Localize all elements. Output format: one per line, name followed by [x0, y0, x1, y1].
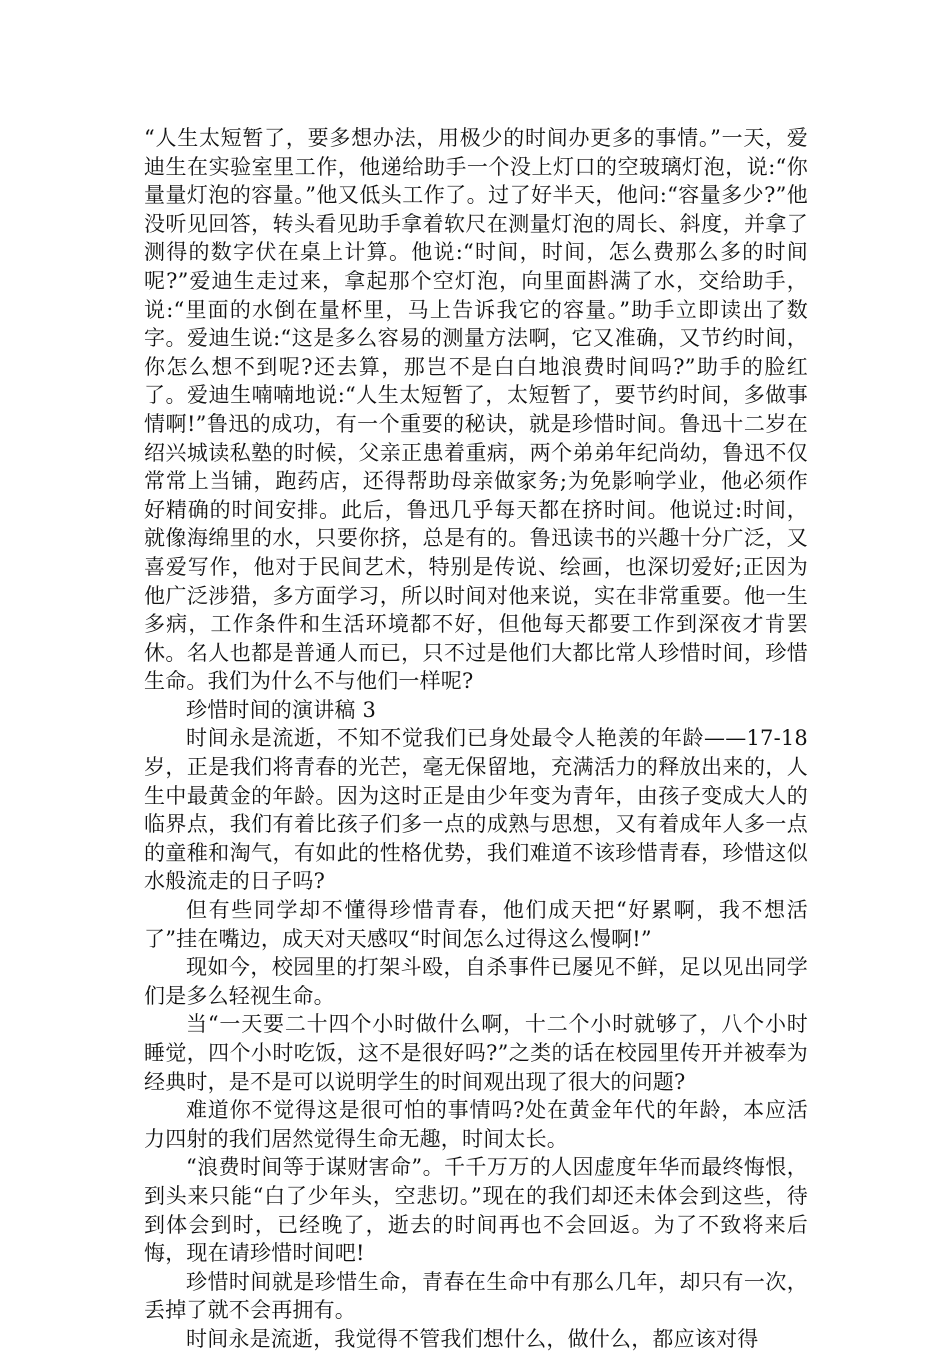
document-body	[144, 124, 808, 1354]
paragraph-waste-time: “浪费时间等于谋财害命”。千千万万的人因虚度年华而最终悔恨，到头来只能“白了少年头，空悲切。”现在的我们却还未体会到这些，待到体会到时，已经晚了，逝去的时间再也不会回返。为了不致将来后悔，现在请珍惜时间吧!	[144, 1155, 808, 1266]
section-heading: 珍惜时间的演讲稿 3	[186, 697, 377, 722]
paragraph-time-flows: 时间永是流逝，我觉得不管我们想什么，做什么，都应该对得	[186, 1326, 759, 1351]
paragraph-edison-luxun: “人生太短暂了，要多想办法，用极少的时间办更多的事情。”一天，爱迪生在实验室里工作，他递给助手一个没上灯口的空玻璃灯泡，说:“你量量灯泡的容量。”他又低头工作了。过了好半天，他问:“容量多少?”他没听见回答，转头看见助手拿着软尺在测量灯泡的周长、斜度，并拿了测得的数字伏在桌上计算。他说:“时间，时间，怎么费那么多的时间呢?”爱迪生走过来，拿起那个空灯泡，向里面斟满了水，交给助手，说:“里面的水倒在量杯里，马上告诉我它的容量。”助手立即读出了数字。爱迪生说:“这是多么容易的测量方法啊，它又准确，又节约时间，你怎么想不到呢?还去算，那岂不是白白地浪费时间吗?”助手的脸红了。爱迪生喃喃地说:“人生太短暂了，太短暂了，要节约时间，多做事情啊!”鲁迅的成功，有一个重要的秘诀，就是珍惜时间。鲁迅十二岁在绍兴城读私塾的时候，父亲正患着重病，两个弟弟年纪尚幼，鲁迅不仅常常上当铺，跑药店，还得帮助母亲做家务;为免影响学业，他必须作好精确的时间安排。此后，鲁迅几乎每天都在挤时间。他说过:时间，就像海绵里的水，只要你挤，总是有的。鲁迅读书的兴趣十分广泛，又喜爱写作，他对于民间艺术，特别是传说、绘画，也深切爱好;正因为他广泛涉猎，多方面学习，所以时间对他来说，实在非常重要。他一生多病，工作条件和生活环境都不好，但他每天都要工作到深夜才肯罢休。名人也都是普通人而已，只不过是他们大都比常人珍惜时间，珍惜生命。我们为什么不与他们一样呢?	[144, 126, 808, 694]
paragraph-twenty-four-hours: 当“一天要二十四个小时做什么啊，十二个小时就够了，八个小时睡觉，四个小时吃饭，这不是很好吗?”之类的话在校园里传开并被奉为经典时，是不是可以说明学生的时间观出现了很大的问题?	[144, 1012, 808, 1094]
paragraph-youth-age: 时间永是流逝，不知不觉我们已身处最令人艳羡的年龄——17-18 岁，正是我们将青春的光芒，毫无保留地，充满活力的释放出来的，人生中最黄金的年龄。因为这时正是由少年变为青年，由孩子变成大人的临界点，我们有着比孩子们多一点的成熟与思想，又有着成年人多一点的童稚和淘气，有如此的性格优势，我们难道不该珍惜青春，珍惜这似水般流走的日子吗?	[144, 726, 808, 894]
paragraph-frightening: 难道你不觉得这是很可怕的事情吗?处在黄金年代的年龄，本应活力四射的我们居然觉得生命无趣，时间太长。	[144, 1098, 808, 1151]
paragraph-campus-violence: 现如今，校园里的打架斗殴，自杀事件已屡见不鲜，足以见出同学们是多么轻视生命。	[144, 955, 808, 1008]
paragraph-tired-students: 但有些同学却不懂得珍惜青春，他们成天把“好累啊，我不想活了”挂在嘴边，成天对天感叹“时间怎么过得这么慢啊!”	[144, 898, 808, 951]
paragraph-cherish-life: 珍惜时间就是珍惜生命，青春在生命中有那么几年，却只有一次，丢掉了就不会再拥有。	[144, 1269, 808, 1323]
